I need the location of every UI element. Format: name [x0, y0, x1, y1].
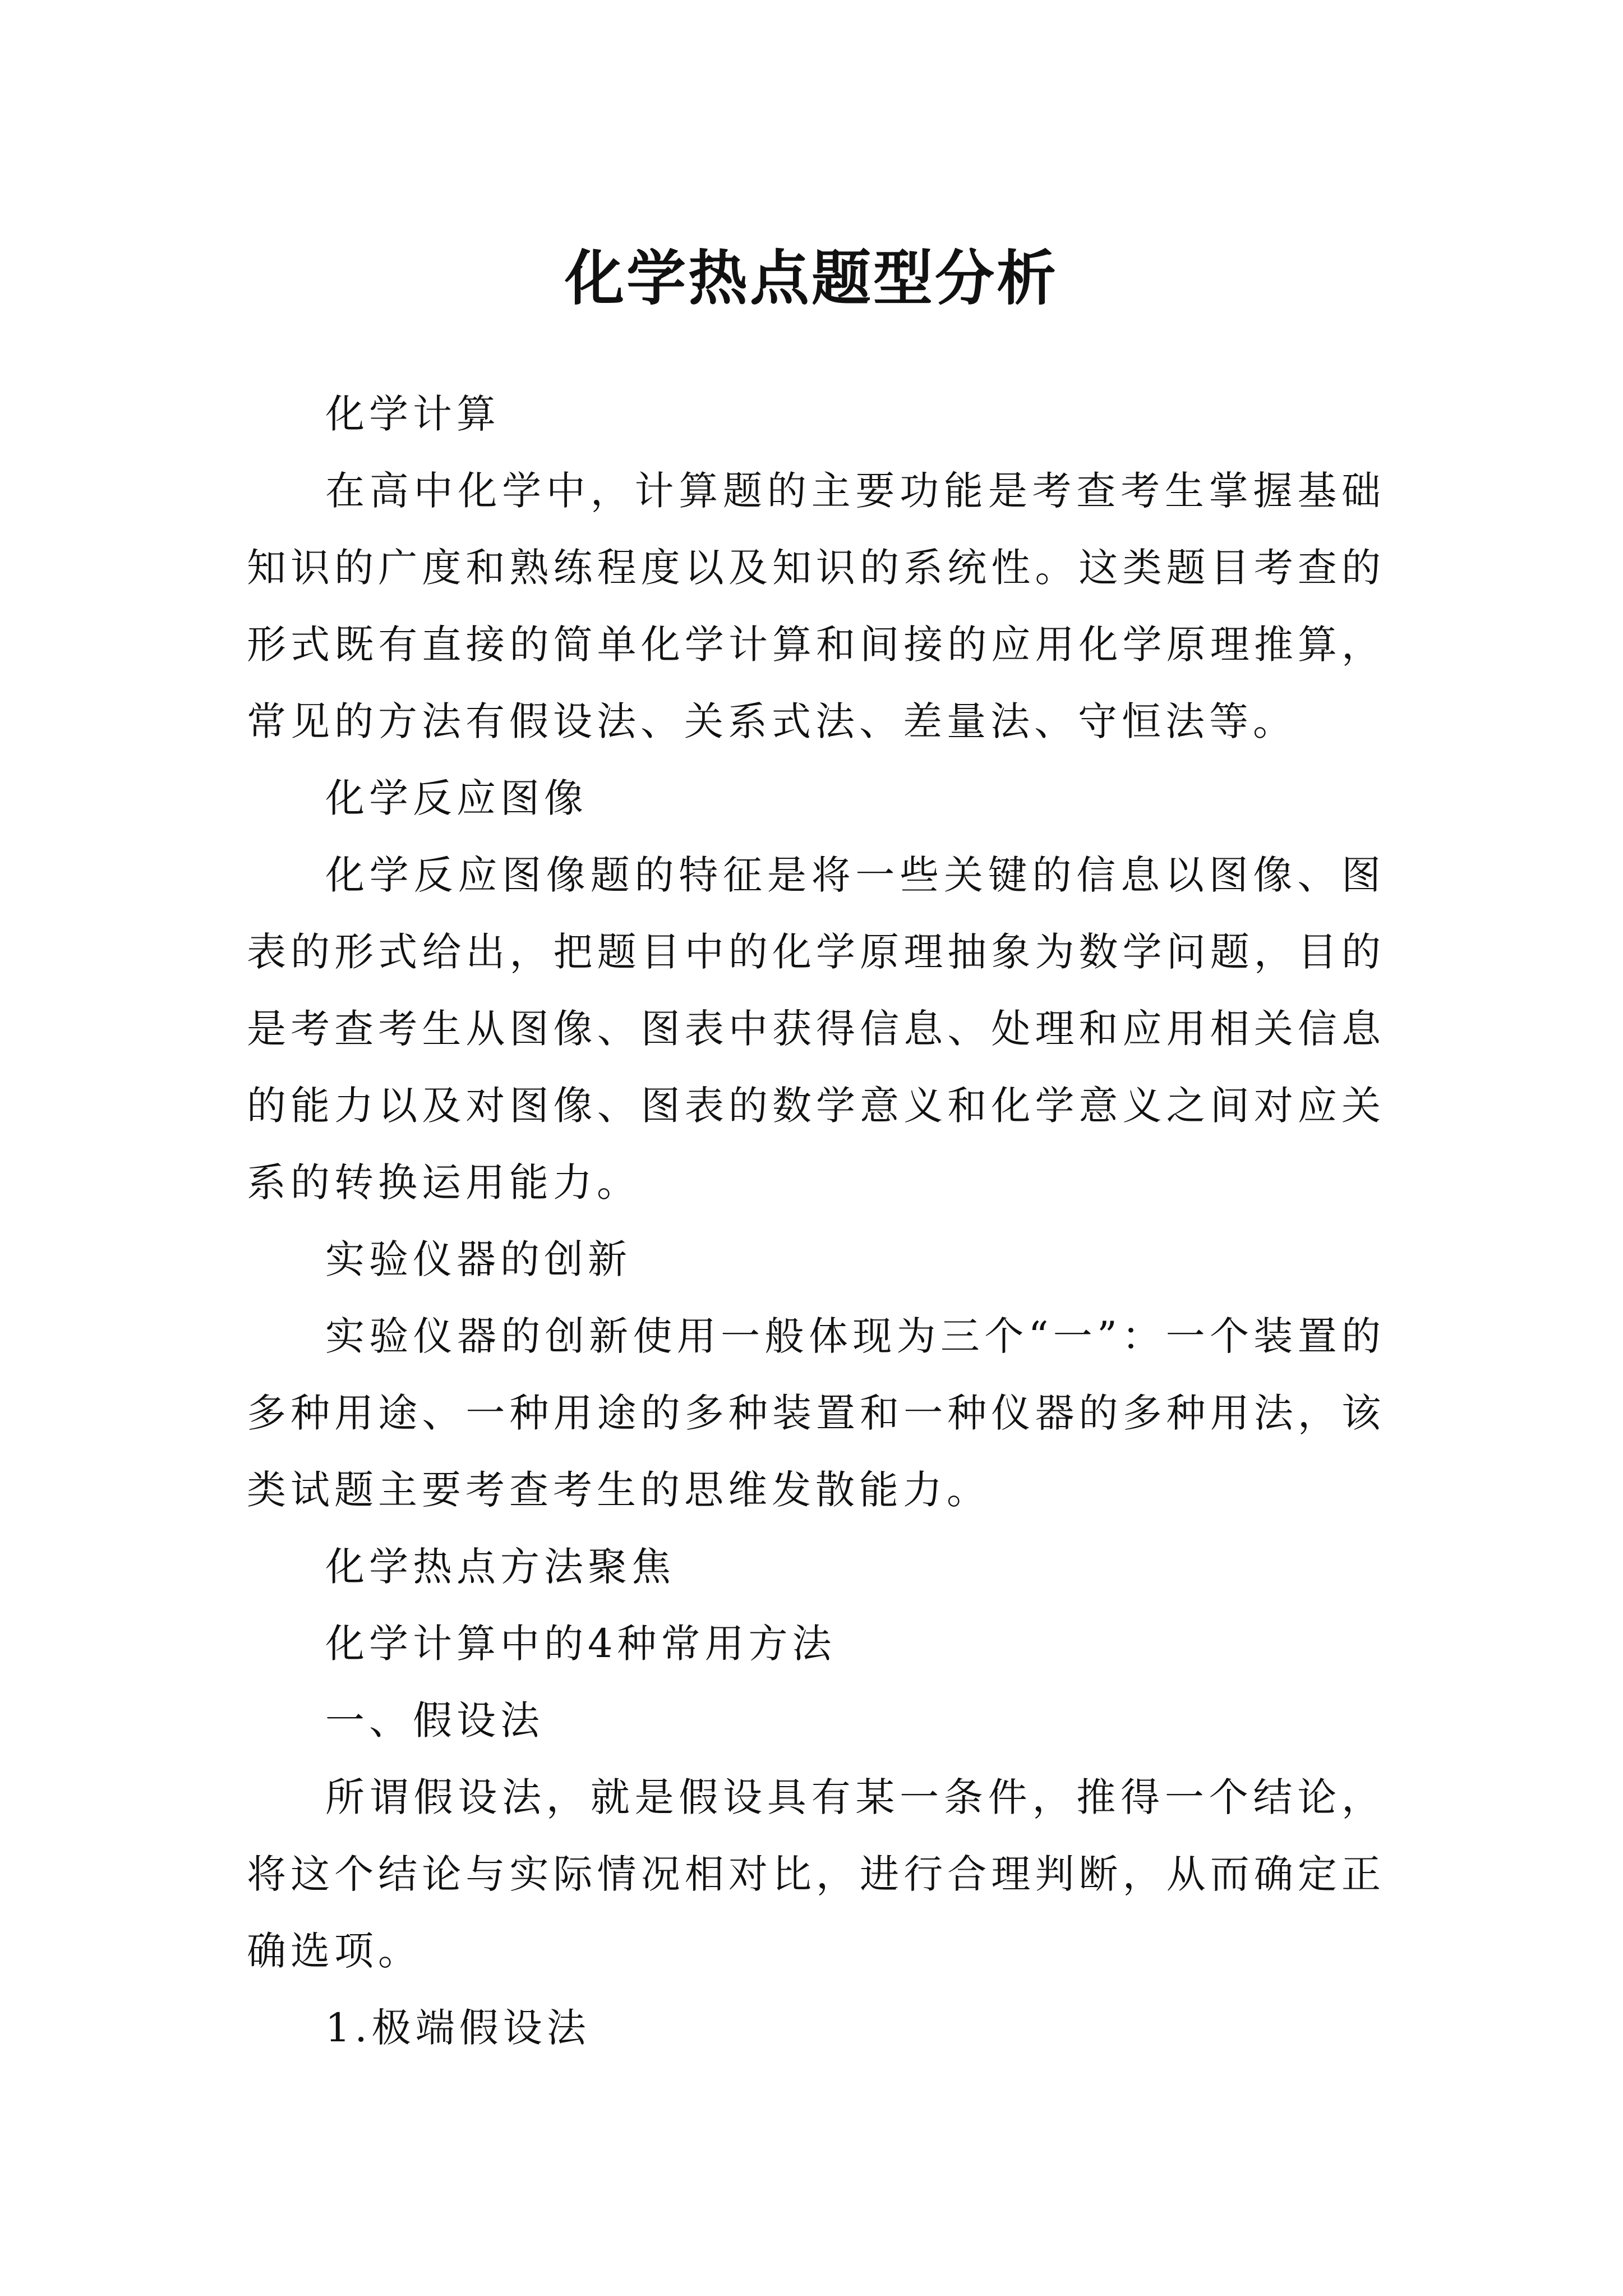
paragraph-calculation-description: 在高中化学中，计算题的主要功能是考查考生掌握基础知识的广度和熟练程度以及知识的系统性。这类题目考查的形式既有直接的简单化学计算和间接的应用化学原理推算，常见的方法有假设法、关系式法、差量法、守恒法等。 — [247, 468, 1385, 744]
section-heading-instrument-innovation: 实验仪器的创新 — [325, 1236, 631, 1282]
section-heading-chemical-calculation: 化学计算 — [325, 391, 500, 437]
paragraph-reaction-graphs-description: 化学反应图像题的特征是将一些关键的信息以图像、图表的形式给出，把题目中的化学原理抽象为数学问题，目的是考查考生从图像、图表中获得信息、处理和应用相关信息的能力以及对图像、图表的数学意义和化学意义之间对应关系的转换运用能力。 — [247, 852, 1385, 1205]
subheading-four-methods: 化学计算中的4种常用方法 — [325, 1621, 836, 1667]
paragraph-assumption-method-description: 所谓假设法，就是假设具有某一条件，推得一个结论，将这个结论与实际情况相对比，进行合理判断，从而确定正确选项。 — [247, 1774, 1385, 1974]
subheading-assumption-method: 一、假设法 — [325, 1697, 544, 1743]
section-heading-reaction-graphs: 化学反应图像 — [325, 775, 588, 821]
subheading-extreme-assumption: 1.极端假设法 — [325, 2005, 591, 2051]
section-heading-methods-focus: 化学热点方法聚焦 — [325, 1544, 675, 1590]
document-body — [247, 376, 1385, 2067]
document-title: 化学热点题型分析 — [565, 243, 1058, 314]
paragraph-instrument-innovation-description: 实验仪器的创新使用一般体现为三个“一”：一个装置的多种用途、一种用途的多种装置和一种仪器的多种用法，该类试题主要考查考生的思维发散能力。 — [247, 1313, 1385, 1513]
